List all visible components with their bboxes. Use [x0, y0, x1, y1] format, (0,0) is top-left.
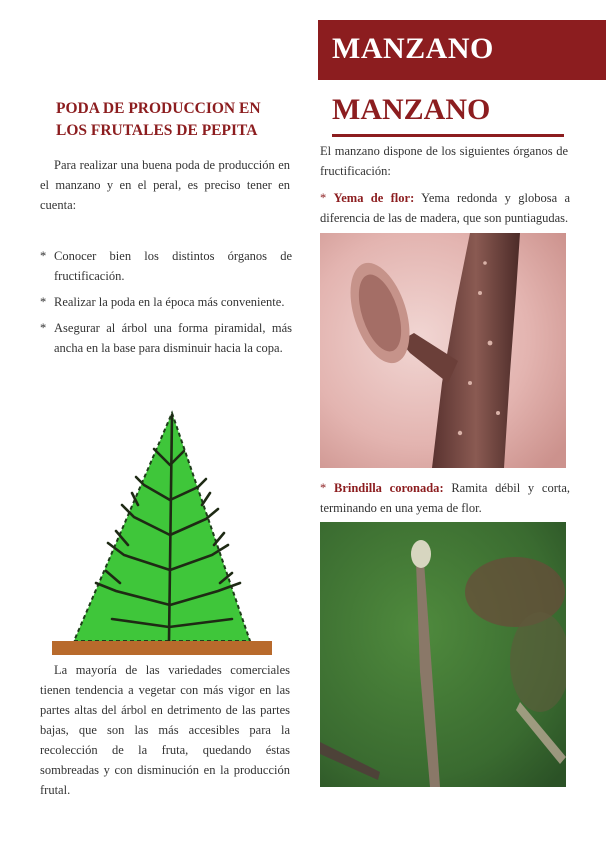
definition-text: Ramita débil y corta, terminando en una yema de flor.: [320, 481, 570, 515]
flower-bud-image: [320, 233, 566, 468]
outro-paragraph: La mayoría de las variedades comerciales tienen tendencia a vegetar con más vigor en las partes altas del árbol en detrimento de las partes bajas, que son las más accesibles para la recolección de la fruta, quedando éstas sombreadas y con disminución en la producción frutal.: [40, 663, 290, 797]
bullet-marker: *: [40, 321, 47, 335]
bullet-marker: *: [40, 295, 47, 309]
intro-paragraph: Para realizar una buena poda de producción en el manzano y en el peral, es preciso tener en cuenta:: [40, 158, 290, 212]
header-banner: [318, 20, 606, 80]
soil-base: [52, 641, 272, 655]
section-title: PODA DE PRODUCCION EN LOS FRUTALES DE PEPITA: [56, 100, 261, 139]
tree-svg: [52, 405, 272, 660]
list-item: [40, 318, 292, 358]
tree-canopy: [74, 413, 250, 641]
definition-term: Yema de flor: [333, 191, 411, 205]
bullet-marker: *: [40, 249, 47, 263]
definition-text: Yema redonda y globosa a diferencia de las de madera, que son puntiagudas.: [320, 191, 570, 225]
species-heading: MANZANO: [332, 93, 491, 126]
crowned-twig-photo: [320, 522, 566, 787]
list-item: [40, 292, 292, 312]
definition-yema-de-flor: [320, 188, 570, 228]
crowned-twig-image: [320, 522, 566, 787]
heading-divider: [332, 134, 564, 137]
definition-separator: :: [439, 481, 444, 495]
list-item: [40, 246, 292, 286]
requirements-list: [40, 246, 292, 364]
list-item-text: Realizar la poda en la época más conveniente.: [54, 295, 285, 309]
banner-title: MANZANO: [332, 32, 494, 65]
organs-intro: El manzano dispone de los siguientes órganos de fructificación:: [320, 144, 568, 178]
definition-marker: *: [320, 191, 327, 205]
definition-marker: *: [320, 481, 327, 495]
pyramid-tree-illustration: [52, 405, 272, 660]
definition-term: Brindilla coronada: [333, 481, 440, 495]
flower-bud-photo: [320, 233, 566, 468]
list-item-text: Conocer bien los distintos órganos de fructificación.: [54, 249, 292, 283]
list-item-text: Asegurar al árbol una forma piramidal, más ancha en la base para disminuir hacia la copa.: [54, 321, 292, 355]
definition-separator: :: [410, 191, 415, 205]
definition-brindilla-coronada: [320, 478, 570, 518]
